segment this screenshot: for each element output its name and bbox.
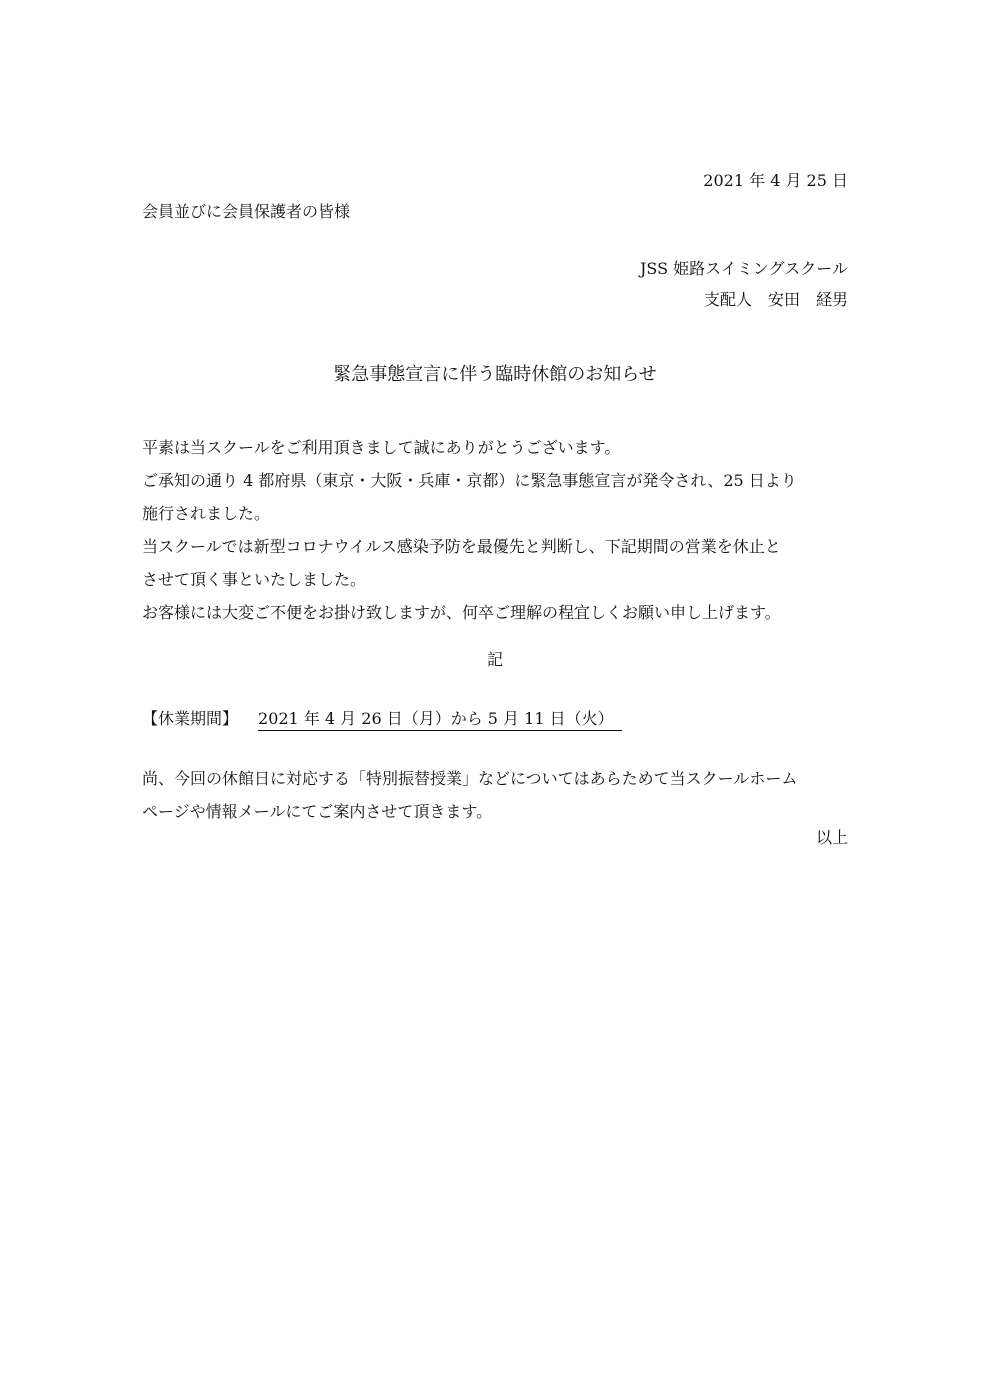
body-line: させて頂く事といたしました。 [142,570,367,589]
note-line: 尚、今回の休館日に対応する「特別振替授業」などについてはあらためて当スクールホーム [142,769,798,788]
closure-period-value: 2021 年 4 月 26 日（月）から 5 月 11 日（火） [258,709,622,731]
document-title: 緊急事態宣言に伴う臨時休館のお知らせ [333,364,657,385]
closure-period [142,709,622,731]
addressee: 会員並びに会員保護者の皆様 [142,202,351,221]
sender-organization: JSS 姫路スイミングスクール [639,259,848,278]
body-line: ご承知の通り 4 都府県（東京・大阪・兵庫・京都）に緊急事態宣言が発令され、25 日より [142,471,797,490]
note-line: ページや情報メールにてご案内させて頂きます。 [142,802,493,821]
ki-heading: 記 [486,650,503,669]
closing-ijou: 以上 [815,828,848,847]
body-paragraph [142,431,848,629]
body-line: 当スクールでは新型コロナウイルス感染予防を最優先と判断し、下記期間の営業を休止と [142,537,781,556]
note-paragraph [142,762,848,828]
sender-person: 支配人 安田 経男 [703,290,848,309]
document-date: 2021 年 4 月 25 日 [703,171,848,190]
closure-period-label: 【休業期間】 [142,709,239,728]
body-line: 施行されました。 [142,504,271,523]
body-line: お客様には大変ご不便をお掛け致しますが、何卒ご理解の程宜しくお願い申し上げます。 [142,603,781,622]
body-line: 平素は当スクールをご利用頂きまして誠にありがとうございます。 [142,438,621,457]
